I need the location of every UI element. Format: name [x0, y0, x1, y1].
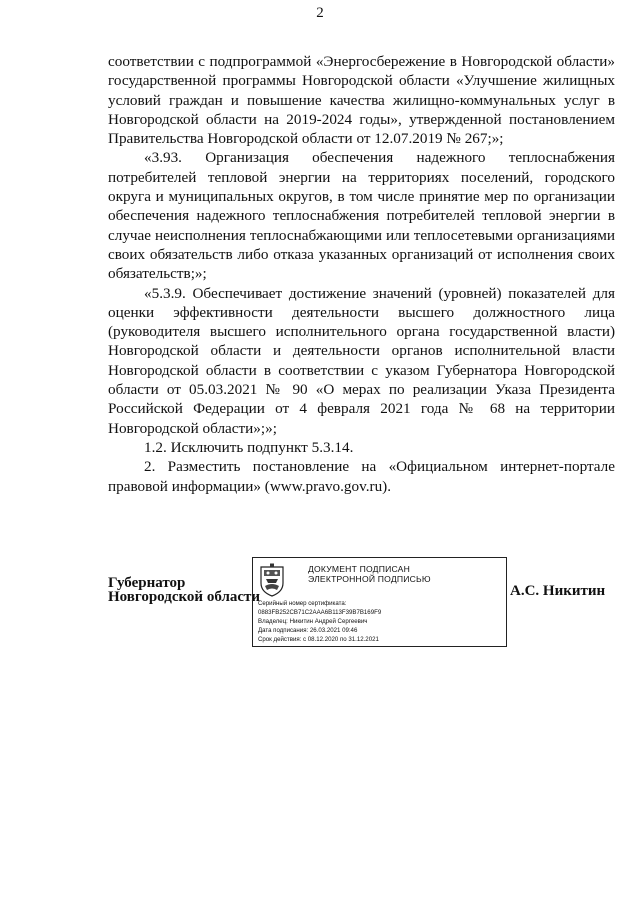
stamp-heading-line1: ДОКУМЕНТ ПОДПИСАН [308, 564, 411, 574]
governor-title [108, 576, 260, 604]
governor-title-line1: Губернатор [108, 575, 186, 591]
stamp-validity: Срок действия: с 08.12.2020 по 31.12.2021 [258, 635, 379, 643]
paragraph-item-5-3-9: «5.3.9. Обеспечивает достижение значений (уровней) показателей для оценки эффективности деятельности высшего должностного лица (руководителя высшего исполнительного органа государственной власти) Новгородской области и деятельности органов исполнительной власти Новгородской области в соответствии с указом Губернатора Новгородской области от 05.03.2021 № 90 «О мерах по реализации Указа Президента Российской Федерации от 4 февраля 2021 года № 68 на территории Новгородской области»;»; [108, 284, 615, 437]
stamp-serial-label: Серийный номер сертификата: [258, 600, 347, 607]
paragraph-continuation: соответствии с подпрограммой «Энергосбережение в Новгородской области» государственной программы Новгородской области «Улучшение жилищных условий граждан и повышение качества жилищно-коммунальных услуг в Новгородской области на 2019-2024 годы», утвержденной постановлением Правительства Новгородской области от 12.07.2019 № 267;»; [108, 53, 615, 148]
stamp-signed-date: Дата подписания: 26.03.2021 09:46 [258, 626, 358, 634]
stamp-heading-line2: ЭЛЕКТРОННОЙ ПОДПИСЬЮ [308, 574, 431, 584]
signature-block [0, 557, 640, 657]
paragraph-item-3-93: «3.93. Организация обеспечения надежного теплоснабжения потребителей тепловой энергии на территориях поселений, городского округа и муниципальных округов, в том числе принятие мер по организации обеспечения надежного теплоснабжения потребителей тепловой энергии в случае неисполнения теплоснабжающими или теплосетевыми организациями своих обязательств либо отказа указанных организаций от исполнения своих обязательств;»; [108, 149, 615, 283]
stamp-serial-value: 0883FB252CB71C2AAA6B113F39B7B169F9 [258, 608, 382, 616]
document-body [108, 52, 615, 496]
paragraph-item-1-2: 1.2. Исключить подпункт 5.3.14. [144, 438, 354, 456]
page-number: 2 [316, 5, 324, 21]
coat-of-arms-icon [258, 563, 286, 597]
stamp-details [258, 600, 381, 645]
governor-title-line2: Новгородской области [108, 589, 261, 605]
stamp-heading [308, 564, 431, 584]
paragraph-item-2: 2. Разместить постановление на «Официальном интернет-портале правовой информации» (www.pravo.gov.ru). [108, 458, 615, 495]
signatory-name: А.С. Никитин [510, 583, 606, 599]
stamp-owner: Владелец: Никитин Андрей Сергеевич [258, 617, 368, 625]
electronic-signature-stamp [252, 557, 507, 647]
